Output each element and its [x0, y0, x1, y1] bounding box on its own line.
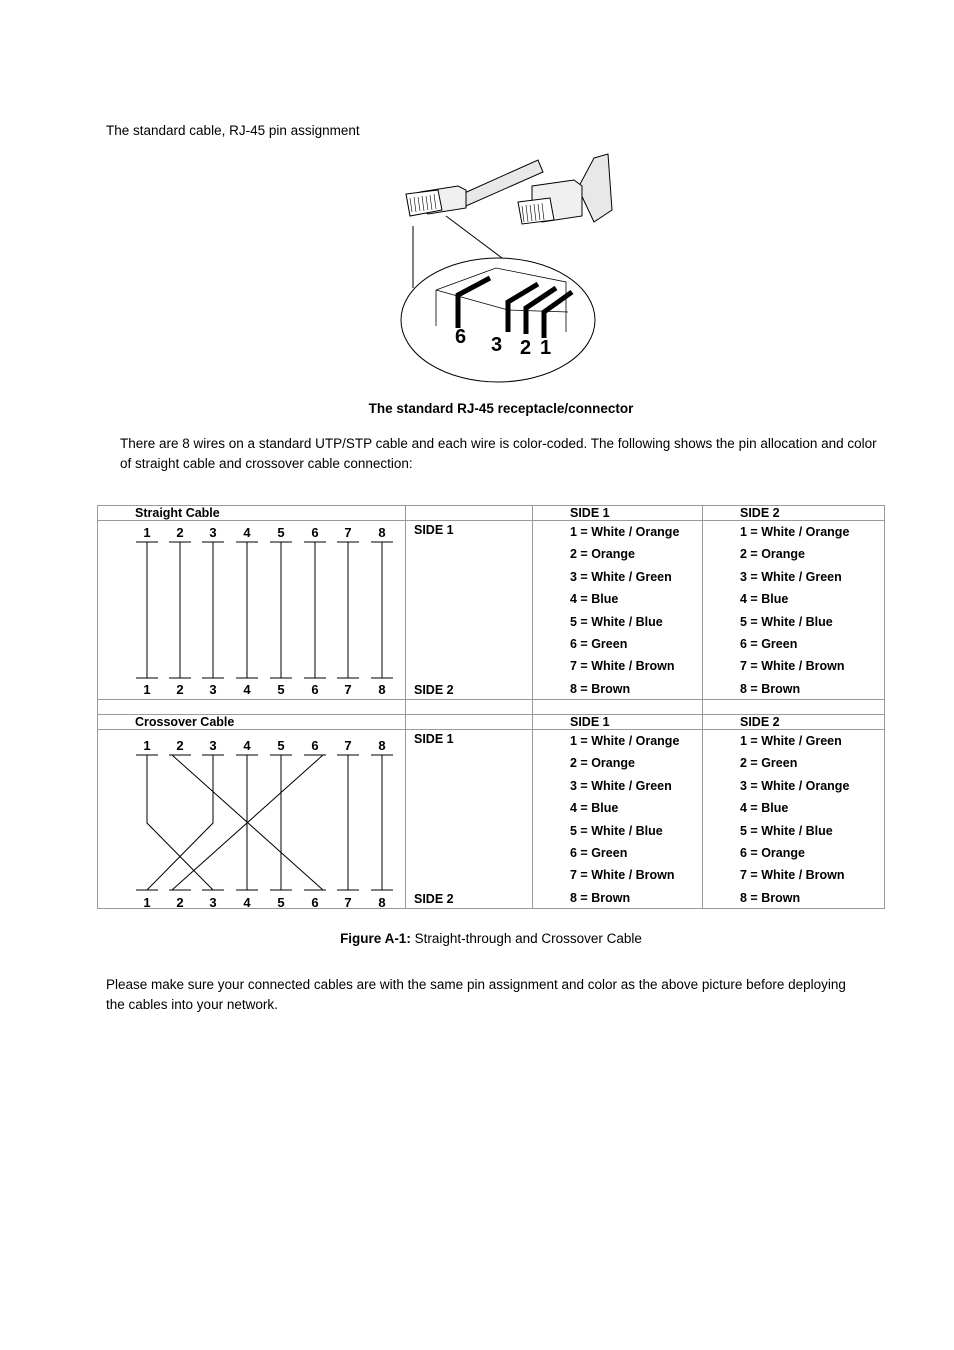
- list-item: 7 = White / Brown: [570, 659, 675, 674]
- list-item: 8 = Brown: [570, 890, 631, 905]
- straight-top-pin-label-3: 3: [209, 525, 217, 540]
- straight-side2-colors: [740, 523, 849, 702]
- straight-bottom-pin-label-8: 8: [378, 682, 386, 697]
- crossover-side1-colors: [570, 732, 679, 911]
- crossover-top-pin-label-1: 1: [143, 738, 151, 753]
- crossover-side2-header: SIDE 2: [703, 715, 885, 730]
- crossover-top-pin-label-2: 2: [176, 738, 184, 753]
- straight-side2-label: SIDE 2: [414, 683, 454, 697]
- list-item: 7 = White / Brown: [740, 659, 845, 674]
- crossover-side-cell: [406, 730, 533, 909]
- connector-caption: The standard RJ-45 receptacle/connector: [368, 401, 634, 416]
- wires-paragraph: There are 8 wires on a standard UTP/STP cable and each wire is color-coded. The following shows the pin allocation and color of straight cable and crossover cable connection:: [120, 436, 877, 471]
- straight-top-pin-label-1: 1: [143, 525, 151, 540]
- crossover-bottom-pin-label-3: 3: [209, 895, 217, 910]
- straight-bottom-pin-label-4: 4: [243, 682, 251, 697]
- crossover-top-pin-label-7: 7: [344, 738, 352, 753]
- list-item: 8 = Brown: [740, 890, 801, 905]
- crossover-bottom-pin-label-1: 1: [143, 895, 151, 910]
- list-item: 2 = Orange: [570, 756, 635, 771]
- list-item: 2 = Green: [740, 756, 798, 771]
- crossover-cable-title: Crossover Cable: [98, 715, 406, 730]
- straight-top-pin-label-6: 6: [311, 525, 319, 540]
- intro-text: The standard cable, RJ-45 pin assignment: [106, 123, 360, 138]
- crossover-side1-label: SIDE 1: [414, 732, 454, 746]
- crossover-top-pin-label-4: 4: [243, 738, 251, 753]
- straight-top-pin-label-8: 8: [378, 525, 386, 540]
- crossover-bottom-pin-label-7: 7: [344, 895, 352, 910]
- crossover-top-pin-label-6: 6: [311, 738, 319, 753]
- list-item: 4 = Blue: [740, 801, 789, 816]
- straight-bottom-pin-label-5: 5: [277, 682, 285, 697]
- undefined: [147, 755, 213, 890]
- list-item: 5 = White / Blue: [740, 614, 833, 629]
- crossover-bottom-pin-label-5: 5: [277, 895, 285, 910]
- straight-side2-header: SIDE 2: [703, 506, 885, 521]
- crossover-side2-colors: [740, 732, 849, 911]
- straight-top-pin-label-2: 2: [176, 525, 184, 540]
- crossover-bottom-pin-label-6: 6: [311, 895, 319, 910]
- crossover-side1-header: SIDE 1: [533, 715, 703, 730]
- list-item: 6 = Green: [570, 636, 628, 651]
- rj45-connector-illustration: [398, 150, 620, 390]
- pin-label-6: 6: [455, 326, 467, 348]
- crossover-side2-label: SIDE 2: [414, 892, 454, 906]
- straight-cable-title: Straight Cable: [98, 506, 406, 521]
- list-item: 6 = Orange: [740, 845, 805, 860]
- straight-side1-header: SIDE 1: [533, 506, 703, 521]
- straight-side1-label: SIDE 1: [414, 523, 454, 537]
- crossover-top-pin-label-5: 5: [277, 738, 285, 753]
- list-item: 1 = White / Orange: [570, 734, 680, 748]
- crossover-top-pin-label-8: 8: [378, 738, 386, 753]
- list-item: 5 = White / Blue: [570, 614, 663, 629]
- list-item: 7 = White / Brown: [570, 868, 675, 883]
- straight-top-pin-label-4: 4: [243, 525, 251, 540]
- list-item: 8 = Brown: [740, 681, 801, 696]
- list-item: 5 = White / Blue: [740, 823, 833, 838]
- straight-bottom-pin-label-2: 2: [176, 682, 184, 697]
- list-item: 5 = White / Blue: [570, 823, 663, 838]
- crossover-top-pin-label-3: 3: [209, 738, 217, 753]
- list-item: 7 = White / Brown: [740, 868, 845, 883]
- list-item: 4 = Blue: [570, 801, 619, 816]
- list-item: 4 = Blue: [570, 592, 619, 607]
- pin-label-1: 1: [540, 337, 552, 359]
- list-item: 6 = Green: [570, 845, 628, 860]
- list-item: 1 = White / Orange: [740, 525, 850, 539]
- straight-top-pin-label-7: 7: [344, 525, 352, 540]
- straight-side-cell: [406, 521, 533, 700]
- straight-bottom-pin-label-1: 1: [143, 682, 151, 697]
- list-item: 3 = White / Green: [740, 569, 842, 584]
- figure-caption-label: Figure A-1:: [340, 931, 411, 946]
- crossover-bottom-pin-label-8: 8: [378, 895, 386, 910]
- list-item: 2 = Orange: [740, 547, 805, 562]
- list-item: 3 = White / Orange: [740, 778, 850, 793]
- figure-caption-text: Straight-through and Crossover Cable: [410, 931, 642, 946]
- list-item: 4 = Blue: [740, 592, 789, 607]
- list-item: 1 = White / Green: [740, 734, 842, 748]
- straight-bottom-pin-label-7: 7: [344, 682, 352, 697]
- straight-bottom-pin-label-6: 6: [311, 682, 319, 697]
- crossover-bottom-pin-label-2: 2: [176, 895, 184, 910]
- cable-wiring-diagrams: [97, 505, 407, 915]
- pin-label-2: 2: [520, 337, 532, 359]
- list-item: 6 = Green: [740, 636, 798, 651]
- list-item: 3 = White / Green: [570, 569, 672, 584]
- figure-a1-caption: [0, 931, 954, 946]
- pin-label-3: 3: [491, 334, 503, 356]
- undefined: [147, 755, 213, 890]
- crossover-bottom-pin-label-4: 4: [243, 895, 251, 910]
- list-item: 1 = White / Orange: [570, 525, 680, 539]
- straight-side1-colors: [570, 523, 679, 702]
- list-item: 8 = Brown: [570, 681, 631, 696]
- list-item: 2 = Orange: [570, 547, 635, 562]
- closing-paragraph: Please make sure your connected cables are with the same pin assignment and color as the above picture before deploying the cables into your network.: [106, 977, 846, 1012]
- straight-bottom-pin-label-3: 3: [209, 682, 217, 697]
- straight-top-pin-label-5: 5: [277, 525, 285, 540]
- list-item: 3 = White / Green: [570, 778, 672, 793]
